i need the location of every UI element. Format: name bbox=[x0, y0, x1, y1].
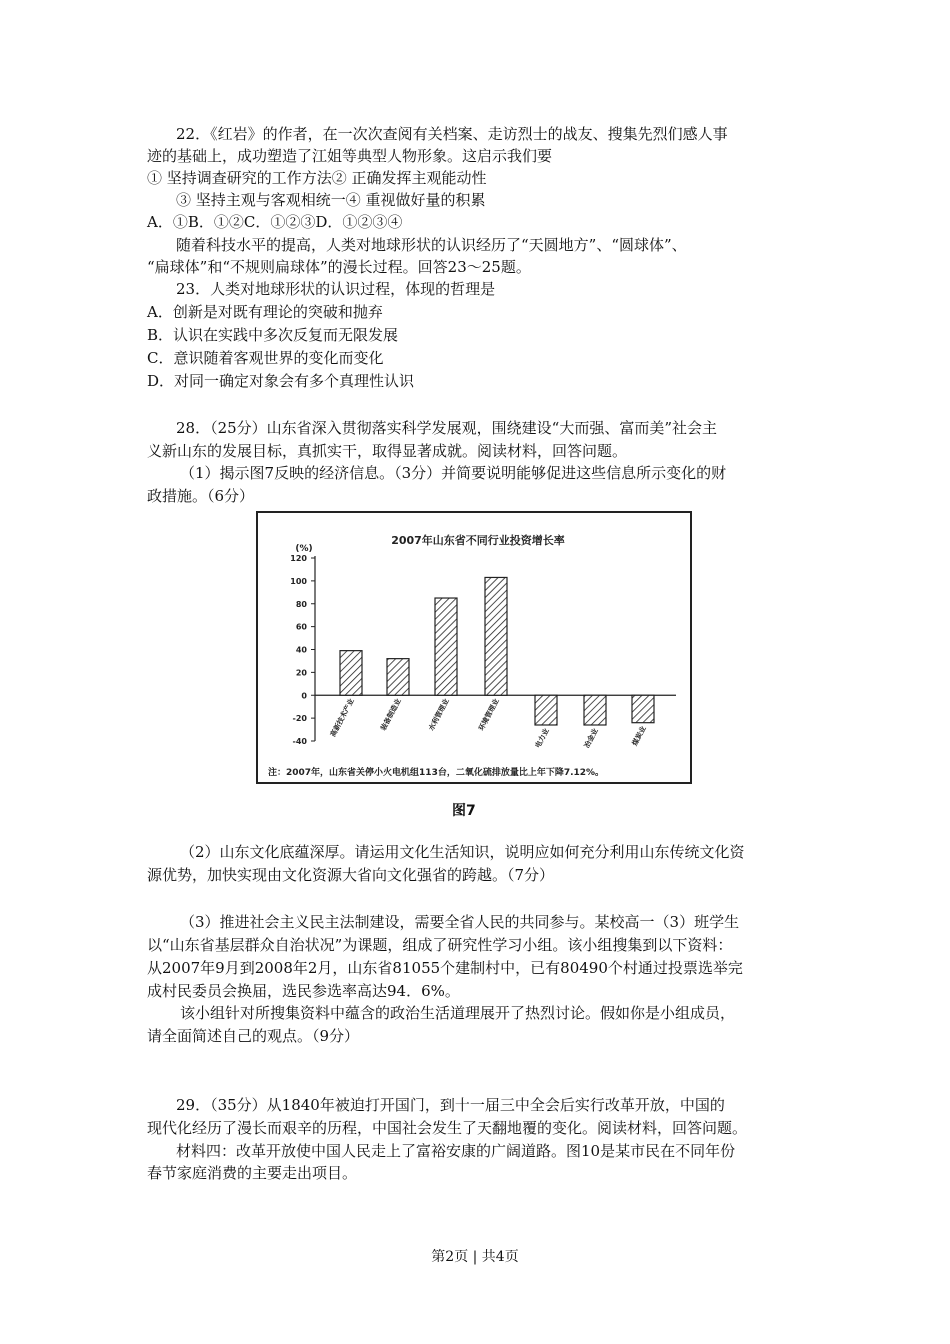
category-label-7: 煤炭业 bbox=[630, 724, 648, 748]
bar-1 bbox=[340, 651, 362, 696]
bar-5 bbox=[535, 695, 557, 725]
q23-option-b: B．认识在实践中多次反复而无限发展 bbox=[147, 326, 399, 344]
q28-part1-line1: （1）揭示图7反映的经济信息。（3分）并简要说明能够促进这些信息所示变化的财 bbox=[180, 464, 727, 482]
y-tick-label: 0 bbox=[301, 691, 307, 701]
bar-6 bbox=[584, 695, 606, 725]
q23-option-a: A．创新是对既有理论的突破和抛弃 bbox=[147, 303, 383, 321]
q23-option-c: C．意识随着客观世界的变化而变化 bbox=[147, 349, 384, 367]
q28-part2-line2: 源优势，加快实现由文化资源大省向文化强省的跨越。（7分） bbox=[147, 866, 555, 884]
q23-option-d: D．对同一确定对象会有多个真理性认识 bbox=[147, 372, 415, 390]
category-label-3: 水利管理业 bbox=[427, 697, 451, 733]
q29-stem-line1: 29．（35分）从1840年被迫打开国门，到十一届三中全会后实行改革开放，中国的 bbox=[176, 1096, 725, 1114]
q28-part2-line1: （2）山东文化底蕴深厚。请运用文化生活知识，说明应如何充分利用山东传统文化资 bbox=[180, 843, 745, 861]
figure-7-chart bbox=[256, 511, 692, 784]
q28-part3-line2: 以“山东省基层群众自治状况”为课题，组成了研究性学习小组。该小组搜集到以下资料： bbox=[147, 936, 733, 954]
q29-material4-line1: 材料四：改革开放使中国人民走上了富裕安康的广阔道路。图10是某市民在不同年份 bbox=[176, 1142, 736, 1160]
page-footer: 第2页 | 共4页 bbox=[431, 1249, 519, 1265]
chart-note: 注：2007年，山东省关停小火电机组113台，二氧化硫排放量比上年下降7.12%。 bbox=[268, 768, 605, 778]
q22-choices: A．①B．①②C．①②③D．①②③④ bbox=[147, 213, 403, 231]
y-tick-label: -40 bbox=[292, 737, 307, 746]
y-tick-label: 120 bbox=[290, 554, 307, 563]
bar-3 bbox=[435, 598, 457, 695]
y-tick-label: 20 bbox=[295, 668, 307, 678]
q22-option-line1: ① 坚持调查研究的工作方法② 正确发挥主观能动性 bbox=[147, 169, 487, 187]
chart-y-unit: (%) bbox=[295, 544, 313, 554]
chart-title: 2007年山东省不同行业投资增长率 bbox=[391, 534, 565, 547]
y-tick-label: 60 bbox=[295, 622, 307, 632]
chart-svg bbox=[258, 513, 690, 782]
q28-part3-line1: （3）推进社会主义民主法制建设，需要全省人民的共同参与。某校高一（3）班学生 bbox=[180, 913, 740, 931]
q29-stem-line2: 现代化经历了漫长而艰辛的历程，中国社会发生了天翻地覆的变化。阅读材料，回答问题。 bbox=[147, 1119, 748, 1137]
q22-stem-line1: 22．《红岩》的作者，在一次次查阅有关档案、走访烈士的战友、搜集先烈们感人事 bbox=[176, 125, 728, 143]
q29-material4-line2: 春节家庭消费的主要走出项目。 bbox=[147, 1164, 358, 1182]
figure-7-label: 图7 bbox=[452, 803, 476, 819]
q28-part1-line2: 政措施。（6分） bbox=[147, 487, 255, 505]
category-label-5: 电力业 bbox=[533, 727, 551, 750]
bar-7 bbox=[632, 695, 654, 722]
y-tick-label: 100 bbox=[290, 576, 307, 586]
y-tick-label: 80 bbox=[295, 599, 307, 609]
category-label-1: 高新技术产业 bbox=[328, 697, 356, 739]
q28-part3-line6: 请全面简述自己的观点。（9分） bbox=[147, 1027, 360, 1045]
intro-23-25-line1: 随着科技水平的提高，人类对地球形状的认识经历了“天圆地方”、“圆球体”、 bbox=[176, 236, 687, 254]
q28-part3-line4: 成村民委员会换届，选民参选率高达94．6%。 bbox=[147, 982, 460, 1000]
category-label-4: 环境管理业 bbox=[477, 697, 501, 733]
y-tick-label: 40 bbox=[295, 645, 307, 655]
category-label-2: 装备制造业 bbox=[379, 697, 403, 733]
q28-part3-line3: 从2007年9月到2008年2月，山东省81055个建制村中，已有80490个村通过投票选举完 bbox=[147, 959, 743, 977]
q28-part3-line5: 该小组针对所搜集资料中蕴含的政治生活道理展开了热烈讨论。假如你是小组成员， bbox=[180, 1004, 736, 1022]
intro-23-25-line2: “扁球体”和“不规则扁球体”的漫长过程。回答23～25题。 bbox=[147, 258, 531, 276]
q28-stem-line1: 28．（25分）山东省深入贯彻落实科学发展观，围绕建设“大而强、富而美”社会主 bbox=[176, 419, 718, 437]
q23-stem: 23．人类对地球形状的认识过程，体现的哲理是 bbox=[176, 280, 496, 298]
chart-layer bbox=[290, 554, 676, 749]
y-tick-label: -20 bbox=[292, 714, 307, 724]
q22-option-line2: ③ 坚持主观与客观相统一④ 重视做好量的积累 bbox=[176, 191, 486, 209]
q28-stem-line2: 义新山东的发展目标，真抓实干，取得显著成就。阅读材料，回答问题。 bbox=[147, 442, 628, 460]
bar-4 bbox=[485, 577, 507, 695]
q22-stem-line2: 迹的基础上，成功塑造了江姐等典型人物形象。这启示我们要 bbox=[147, 147, 553, 165]
category-label-6: 冶金业 bbox=[582, 727, 600, 750]
bar-2 bbox=[387, 659, 409, 696]
